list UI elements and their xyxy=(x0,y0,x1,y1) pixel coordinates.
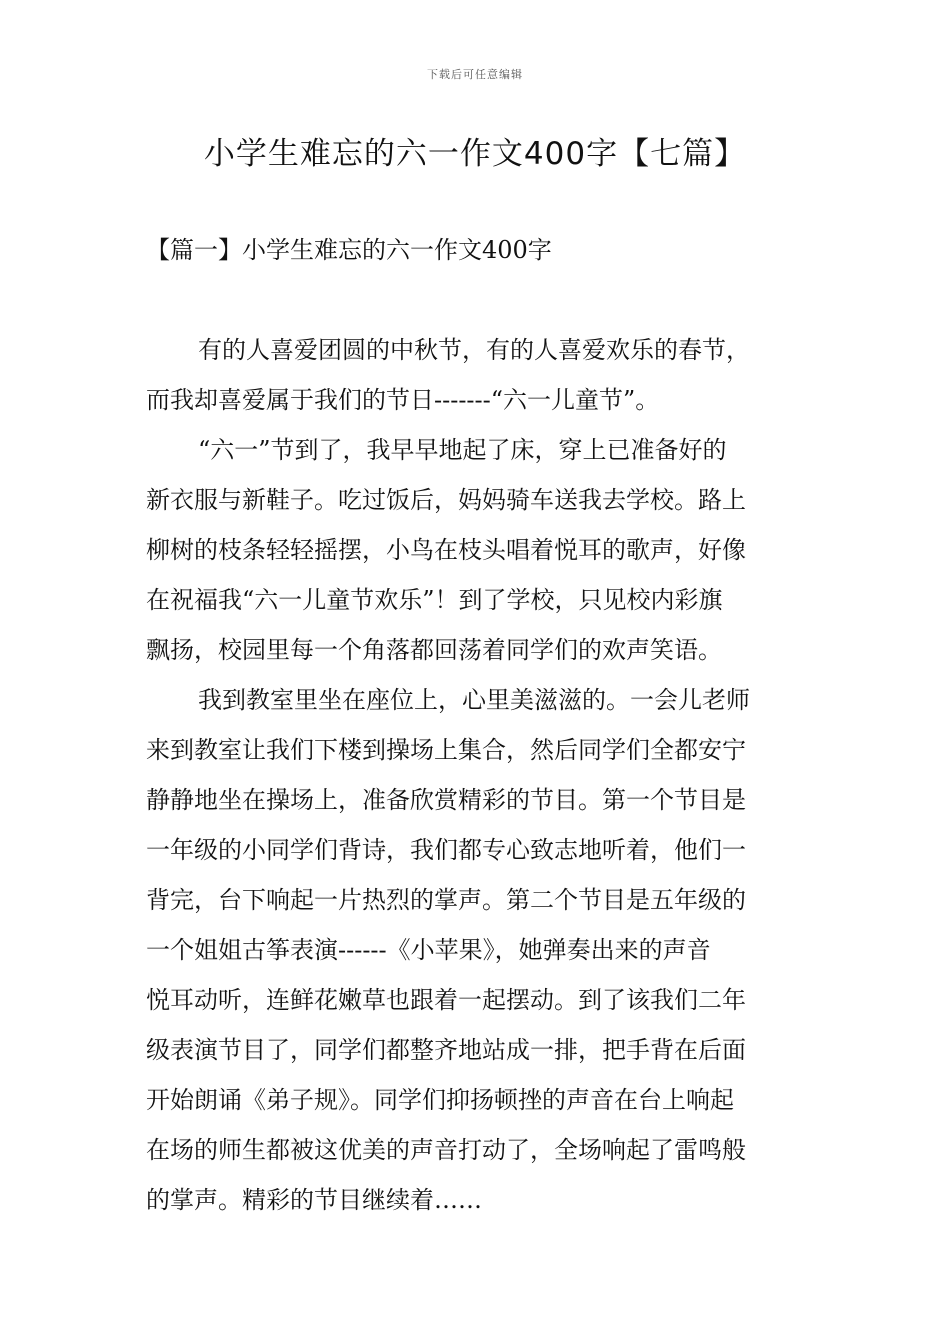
text-line: 来到教室让我们下楼到操场上集合，然后同学们全都安宁 xyxy=(146,736,746,764)
text-line: 在场的师生都被这优美的声音打动了，全场响起了雷鸣般 xyxy=(146,1136,746,1164)
paragraph xyxy=(146,425,806,675)
text-line: 背完，台下响起一片热烈的掌声。第二个节目是五年级的 xyxy=(146,886,746,914)
text-line: 开始朗诵《弟子规》。同学们抑扬顿挫的声音在台上响起 xyxy=(146,1086,734,1114)
text-line: 有的人喜爱团圆的中秋节，有的人喜爱欢乐的春节， xyxy=(198,336,750,364)
text-line: 一年级的小同学们背诗，我们都专心致志地听着，他们一 xyxy=(146,836,746,864)
header-note: 下载后可任意编辑 xyxy=(427,68,523,81)
document-title: 小学生难忘的六一作文400字【七篇】 xyxy=(203,136,747,172)
text-line: 新衣服与新鞋子。吃过饭后，妈妈骑车送我去学校。路上 xyxy=(146,486,746,514)
text-line: 静静地坐在操场上，准备欣赏精彩的节目。第一个节目是 xyxy=(146,786,746,814)
text-line: “六一”节到了，我早早地起了床，穿上已准备好的 xyxy=(198,436,727,464)
text-line: 而我却喜爱属于我们的节日-------“六一儿童节”。 xyxy=(146,386,660,414)
text-line: 的掌声。精彩的节目继续着…… xyxy=(146,1186,482,1214)
paragraph xyxy=(146,675,806,1225)
text-line: 我到教室里坐在座位上，心里美滋滋的。一会儿老师 xyxy=(198,686,750,714)
paragraph xyxy=(146,325,806,425)
section-heading: 【篇一】小学生难忘的六一作文400字 xyxy=(146,236,552,264)
text-line: 柳树的枝条轻轻摇摆，小鸟在枝头唱着悦耳的歌声，好像 xyxy=(146,536,746,564)
text-line: 飘扬，校园里每一个角落都回荡着同学们的欢声笑语。 xyxy=(146,636,722,664)
text-line: 在祝福我“六一儿童节欢乐”！到了学校，只见校内彩旗 xyxy=(146,586,723,614)
text-line: 一个姐姐古筝表演------《小苹果》，她弹奏出来的声音 xyxy=(146,936,711,964)
text-line: 悦耳动听，连鲜花嫩草也跟着一起摆动。到了该我们二年 xyxy=(146,986,746,1014)
article-body xyxy=(146,325,806,1225)
text-line: 级表演节目了，同学们都整齐地站成一排，把手背在后面 xyxy=(146,1036,746,1064)
